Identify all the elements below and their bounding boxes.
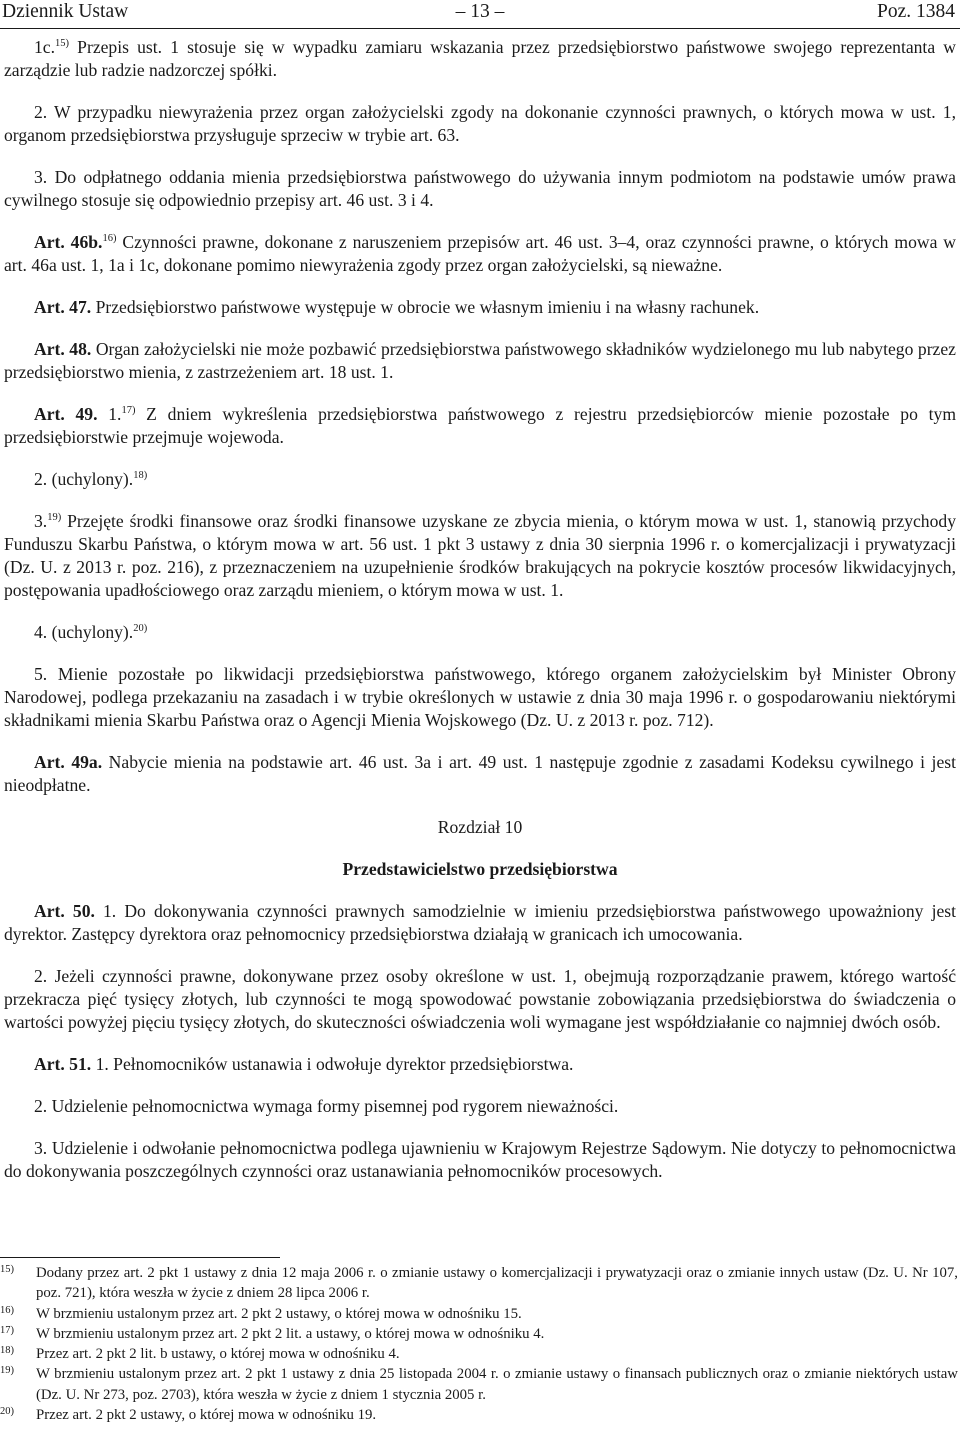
footnote-ref[interactable]: 15) — [55, 38, 70, 49]
chapter-title: Przedstawicielstwo przedsiębiorstwa — [342, 859, 618, 879]
paragraph-text: Udzielenie pełnomocnictwa wymaga formy pisemnej pod rygorem nieważności. — [47, 1096, 619, 1116]
paragraph — [4, 1137, 956, 1183]
article-number: Art. 48. — [34, 339, 92, 359]
footnote-text: Dodany przez art. 2 pkt 1 ustawy z dnia 12 maja 2006 r. o zmianie ustawy o komercjalizacji i prywatyzacji oraz o zmianie innych ustaw (Dz. U. Nr 107, poz. 721), która weszła w życie z dniem 28 lipca 2006 r. — [36, 1265, 958, 1302]
paragraph — [4, 1095, 956, 1118]
footnote-mark: 18) — [0, 1345, 14, 1357]
paragraph-text: Udzielenie i odwołanie pełnomocnictwa podlega ujawnieniu w Krajowym Rejestrze Sądowym. Nie dotyczy to pełnomocnictwa do dokonywania poszczególnych czynności oraz ustanawiania pełnomocników procesowych. — [4, 1138, 956, 1181]
footnotes — [0, 1263, 960, 1425]
article-number: Art. 51. — [34, 1054, 92, 1074]
paragraph-text: Z dniem wykreślenia przedsiębiorstwa państwowego z rejestru przedsiębiorców mienie pozostałe po tym przedsiębiorstwie przejmuje wojewoda. — [4, 404, 957, 447]
footnote-mark: 19) — [0, 1365, 14, 1377]
footnote-mark: 16) — [0, 1304, 14, 1316]
paragraph-lead: 2. — [34, 966, 48, 986]
position-number: Poz. 1384 — [877, 1, 955, 22]
article — [4, 751, 956, 797]
footnote-rule — [0, 1257, 280, 1258]
paragraph-text: Przedsiębiorstwo państwowe występuje w obrocie we własnym imieniu i na własny rachunek. — [91, 297, 760, 317]
paragraph-text: Do odpłatnego oddania mienia przedsiębiorstwa państwowego do używania innym podmiotom na podstawie umów prawa cywilnego stosuje się odpowiednio przepisy art. 46 ust. 3 i 4. — [4, 167, 956, 210]
paragraph — [4, 621, 956, 644]
footnote-ref[interactable]: 17) — [121, 405, 136, 416]
footnote-mark: 17) — [0, 1324, 14, 1336]
paragraph — [4, 510, 956, 602]
footnote-text: Przez art. 2 pkt 2 ustawy, o której mowa w odnośniku 19. — [36, 1407, 377, 1424]
paragraph-lead: 3. — [34, 1138, 48, 1158]
paragraph-lead: 3. — [34, 511, 48, 531]
footnote-text: W brzmieniu ustalonym przez art. 2 pkt 2 lit. a ustawy, o której mowa w odnośniku 4. — [36, 1325, 545, 1342]
header-rule — [0, 28, 960, 29]
chapter-number: Rozdział 10 — [437, 817, 523, 837]
footnote — [0, 1405, 960, 1425]
footnote-text: W brzmieniu ustalonym przez art. 2 pkt 2 ustawy, o której mowa w odnośniku 15. — [36, 1305, 522, 1322]
footnote-ref[interactable]: 20) — [133, 623, 148, 634]
footnote-text: Przez art. 2 pkt 2 lit. b ustawy, o której mowa w odnośniku 4. — [36, 1346, 400, 1363]
article — [4, 231, 956, 277]
paragraph — [4, 166, 956, 212]
paragraph-text: Nabycie mienia na podstawie art. 46 ust. 3a i art. 49 ust. 1 następuje zgodnie z zasadami Kodeksu cywilnego i jest nieodpłatne. — [4, 752, 956, 795]
footnote-ref[interactable]: 19) — [47, 512, 62, 523]
article-number: Art. 49a. — [34, 752, 103, 772]
page-number: – 13 – — [455, 1, 505, 22]
footnote-mark: 20) — [0, 1406, 14, 1418]
paragraphs — [4, 36, 956, 797]
paragraph-text: Przepis ust. 1 stosuje się w wypadku zamiaru wskazania przez przedsiębiorstwo państwowe swojego reprezentanta w zarządzie lub radzie nadzorczej spółki. — [4, 37, 956, 80]
page-header — [0, 0, 960, 28]
paragraph-text: W przypadku niewyrażenia przez organ założycielski zgody na dokonanie czynności prawnych, o których mowa w ust. 1, organom przedsiębiorstwa przysługuje sprzeciw w trybie art. 63. — [4, 102, 956, 145]
footnote-mark: 15) — [0, 1264, 14, 1275]
footnote-ref[interactable]: 16) — [102, 233, 117, 244]
paragraph-text: Przejęte środki finansowe oraz środki finansowe uzyskane ze zbycia mienia, o którym mowa w ust. 1, stanowią przychody Funduszu Skarbu Państwa, o którym mowa w art. 56 ust. 1 pkt 3 ustawy z dnia 30 sierpnia 1996 r. o komercjalizacji i prywatyzacji (Dz. U. z 2013 r. poz. 216), z przeznaczeniem na uzupełnienie środków brakujących na pokrycie kosztów procesów likwidacyjnych, postępowania upadłościowego oraz zarządu mieniem, o którym mowa w ust. 1. — [4, 511, 956, 600]
article-number: Art. 50. — [34, 901, 95, 921]
paragraph-lead: 4. (uchylony). — [34, 622, 134, 642]
article — [4, 338, 956, 384]
paragraph-lead: 2. — [34, 102, 48, 122]
footnote-ref[interactable]: 18) — [133, 470, 148, 481]
paragraph-lead: 1. — [91, 1054, 109, 1074]
paragraph — [4, 36, 956, 82]
paragraph-lead: 1. — [94, 901, 117, 921]
journal-title: Dziennik Ustaw — [2, 1, 129, 22]
article-number: Art. 47. — [34, 297, 92, 317]
paragraph-lead: 2. — [34, 1096, 48, 1116]
paragraph-text: Mienie pozostałe po likwidacji przedsiębiorstwa państwowego, którego organem założycielskim był Minister Obrony Narodowej, podlega przekazaniu na zasadach i w trybie określonych w ustawie z dnia 30 maja 1996 r. o gospodarowaniu niektórymi składnikami mienia Skarbu Państwa oraz o Agencji Mienia Wojskowego (Dz. U. z 2013 r. poz. 712). — [4, 664, 956, 730]
article — [4, 296, 956, 319]
footnote — [0, 1324, 960, 1344]
footnote — [0, 1364, 960, 1405]
paragraph-lead: 1. — [97, 404, 122, 424]
article-number: Art. 46b. — [34, 232, 103, 252]
paragraphs-2 — [4, 900, 956, 1183]
footnote-text: W brzmieniu ustalonym przez art. 2 pkt 1 ustawy z dnia 25 listopada 2004 r. o zmianie ustawy o finansach publicznych oraz o zmianie niektórych ustaw (Dz. U. Nr 273, poz. 2703), która weszła w życie z dniem 1 stycznia 2005 r. — [36, 1366, 958, 1403]
paragraph — [4, 101, 956, 147]
article-number: Art. 49. — [34, 404, 98, 424]
document-body — [4, 36, 956, 1202]
paragraph-text: Organ założycielski nie może pozbawić przedsiębiorstwa państwowego składników wydzielonego mu lub nabytego przez przedsiębiorstwo mienia, z zastrzeżeniem art. 18 ust. 1. — [4, 339, 956, 382]
paragraph-text: Do dokonywania czynności prawnych samodzielnie w imieniu przedsiębiorstwa państwowego upoważniony jest dyrektor. Zastępcy dyrektora oraz pełnomocnicy przedsiębiorstwa działają w granicach ich umocowania. — [4, 901, 957, 944]
paragraph — [4, 663, 956, 732]
footnote — [0, 1344, 960, 1364]
paragraph-lead: 1c. — [34, 37, 56, 57]
footnote — [0, 1263, 960, 1304]
article — [4, 1053, 956, 1076]
paragraph-text: Czynności prawne, dokonane z naruszeniem przepisów art. 46 ust. 3–4, oraz czynności prawne, o których mowa w art. 46a ust. 1, 1a i 1c, dokonane pomimo niewyrażenia zgody przez organ założycielski, są nieważne. — [4, 232, 956, 275]
footnote — [0, 1304, 960, 1324]
paragraph-lead: 2. (uchylony). — [34, 469, 134, 489]
paragraph — [4, 965, 956, 1034]
paragraph — [4, 468, 956, 491]
article — [4, 900, 956, 946]
article — [4, 403, 956, 449]
paragraph-lead: 3. — [34, 167, 48, 187]
paragraph-text: Pełnomocników ustanawia i odwołuje dyrektor przedsiębiorstwa. — [108, 1054, 574, 1074]
paragraph-lead: 5. — [34, 664, 48, 684]
paragraph-text: Jeżeli czynności prawne, dokonywane przez osoby określone w ust. 1, obejmują rozporządzanie prawem, którego wartość przekracza pięć tysięcy złotych, lub czynności te mogą spowodować powstanie zobowiązania przedsiębiorstwa do świadczenia o wartości powyżej pięciu tysięcy złotych, do skuteczności oświadczenia woli wymagane jest współdziałanie co najmniej dwóch osób. — [4, 966, 956, 1032]
